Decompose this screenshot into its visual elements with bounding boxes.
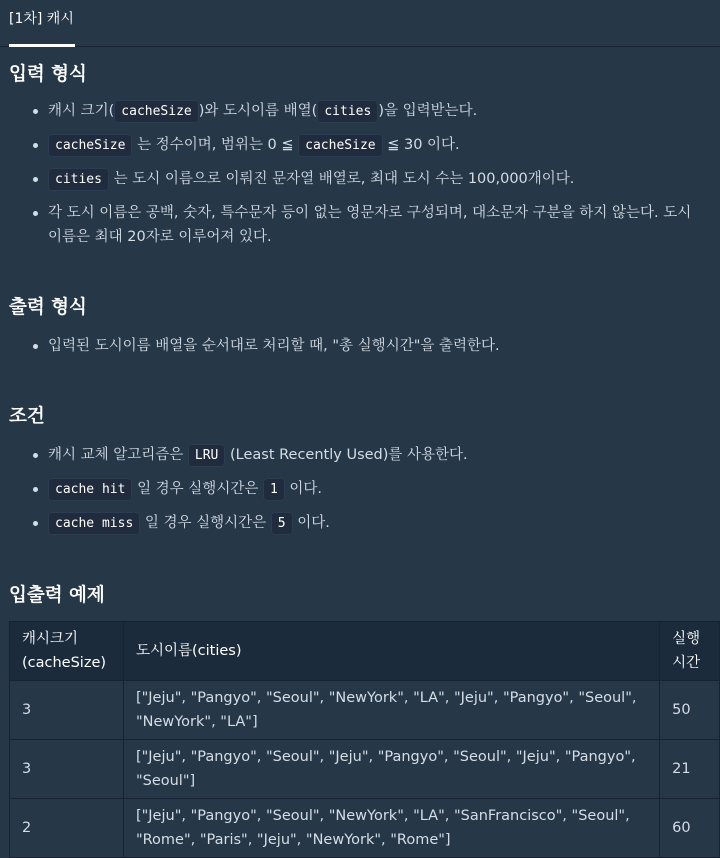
cell-cities: ["Jeju", "Pangyo", "Seoul", "NewYork", "LA", "SanFrancisco", "Seoul", "Rome", "Paris", "Jeju", "NewYork", "Rome"] xyxy=(123,799,659,858)
cell-cache-size: 2 xyxy=(10,799,124,858)
list-item: cache miss 일 경우 실행시간은 5 이다. xyxy=(9,511,711,536)
inline-code: cache miss xyxy=(48,512,140,535)
header-run-time: 실행 시간 xyxy=(660,622,720,681)
inline-code: LRU xyxy=(188,444,225,467)
list-item: cacheSize 는 정수이며, 범위는 0 ≦ cacheSize ≦ 30 이다. xyxy=(9,133,711,158)
inline-code: cache hit xyxy=(48,478,132,501)
examples-table xyxy=(9,621,720,858)
cell-cities: ["Jeju", "Pangyo", "Seoul", "NewYork", "LA", "Jeju", "Pangyo", "Seoul", "NewYork", "LA"] xyxy=(123,681,659,740)
inline-code: cities xyxy=(48,168,109,191)
output-format-heading: 출력 형식 xyxy=(9,297,87,318)
inline-code: cacheSize xyxy=(298,134,382,157)
list-item: 입력된 도시이름 배열을 순서대로 처리할 때, "총 실행시간"을 출력한다. xyxy=(9,334,711,358)
cell-cache-size: 3 xyxy=(10,681,124,740)
list-item: cities 는 도시 이름으로 이뤄진 문자열 배열로, 최대 도시 수는 100,000개이다. xyxy=(9,167,711,192)
inline-code: 1 xyxy=(263,478,285,501)
inline-code: cacheSize xyxy=(114,100,198,123)
cell-cities: ["Jeju", "Pangyo", "Seoul", "Jeju", "Pangyo", "Seoul", "Jeju", "Pangyo", "Seoul"] xyxy=(123,740,659,799)
inline-code: cacheSize xyxy=(48,134,132,157)
output-format-list xyxy=(9,334,711,358)
header-cities: 도시이름(cities) xyxy=(123,622,659,681)
cell-run-time: 60 xyxy=(660,799,720,858)
table-header-row xyxy=(10,622,720,681)
inline-code: 5 xyxy=(271,512,293,535)
cell-run-time: 21 xyxy=(660,740,720,799)
tab-cache[interactable] xyxy=(9,8,74,46)
tab-active-indicator xyxy=(9,44,75,47)
inline-code: cities xyxy=(317,100,378,123)
input-format-list xyxy=(9,99,711,249)
table-row xyxy=(10,740,720,799)
examples-heading: 입출력 예제 xyxy=(9,585,105,606)
list-item: 캐시 교체 알고리즘은 LRU (Least Recently Used)를 사용한다. xyxy=(9,443,711,468)
input-format-heading: 입력 형식 xyxy=(9,64,87,85)
cell-run-time: 50 xyxy=(660,681,720,740)
conditions-list xyxy=(9,443,711,536)
cell-cache-size: 3 xyxy=(10,740,124,799)
table-row xyxy=(10,799,720,858)
tab-label: [1차] 캐시 xyxy=(9,11,74,27)
header-cache-size: 캐시크기 (cacheSize) xyxy=(10,622,124,681)
list-item: 캐시 크기( cacheSize )와 도시이름 배열( cities )을 입력받는다. xyxy=(9,99,711,124)
tab-bar xyxy=(0,0,720,47)
list-item: cache hit 일 경우 실행시간은 1 이다. xyxy=(9,477,711,502)
conditions-heading: 조건 xyxy=(9,406,45,427)
problem-description xyxy=(0,60,720,858)
table-row xyxy=(10,681,720,740)
list-item: 각 도시 이름은 공백, 숫자, 특수문자 등이 없는 영문자로 구성되며, 대소문자 구분을 하지 않는다. 도시 이름은 최대 20자로 이루어져 있다. xyxy=(9,201,711,249)
